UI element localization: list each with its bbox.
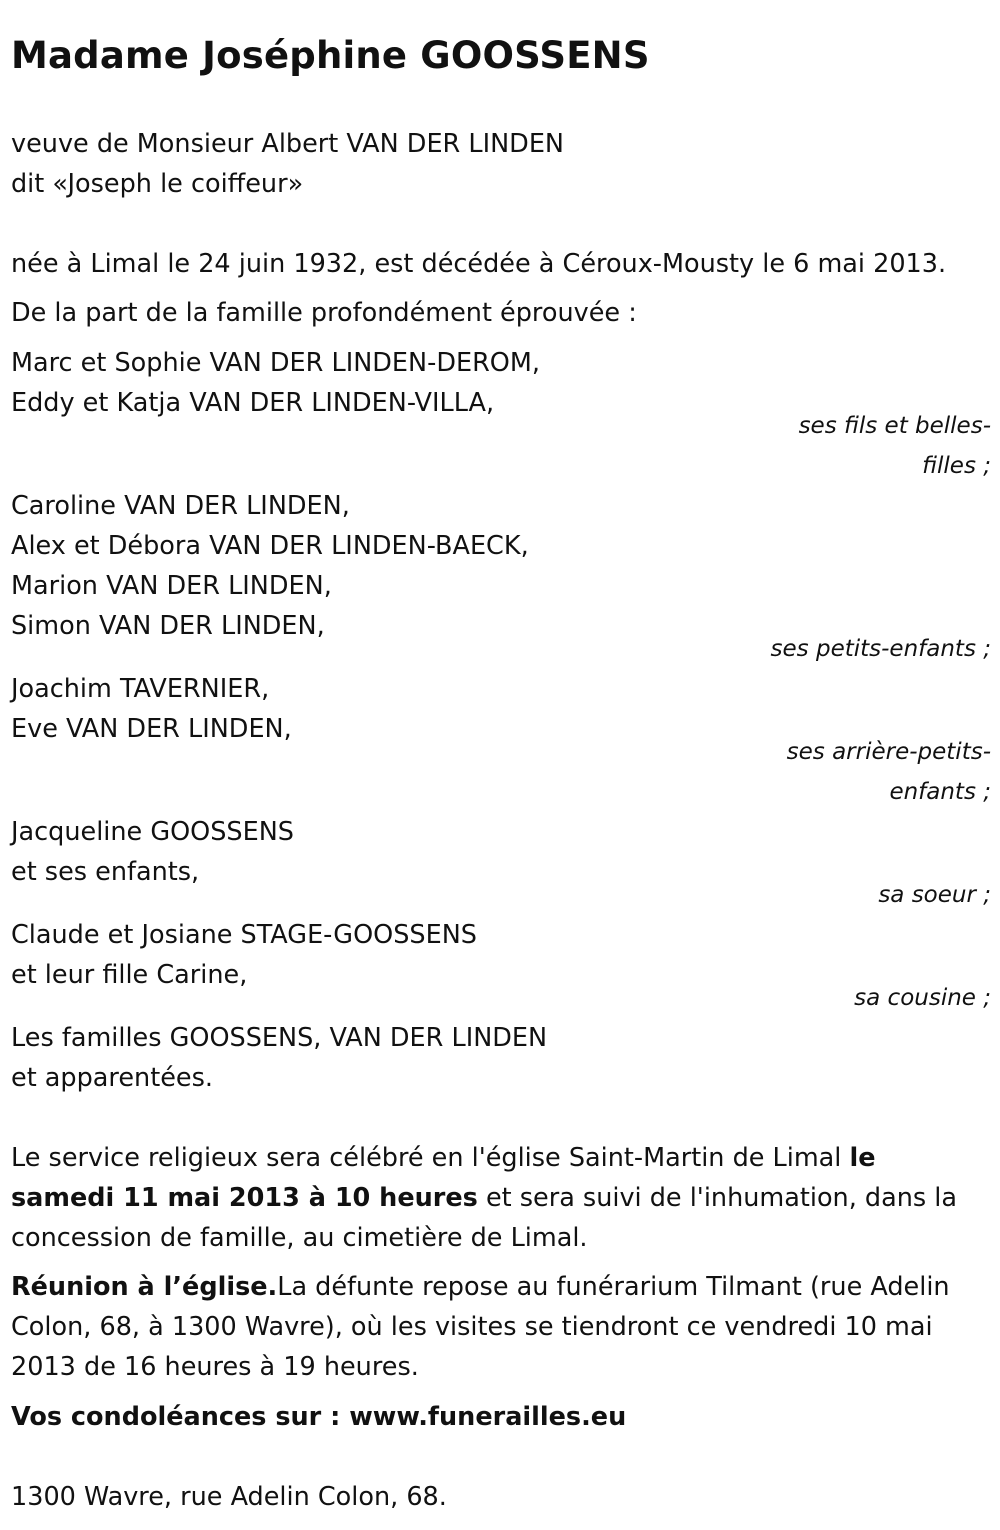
nickname-text: dit «Joseph le coiffeur» [11,169,304,199]
family-member: et apparentées. [11,1063,213,1093]
family-member: Simon VAN DER LINDEN, [11,611,325,641]
service-text: concession de famille, au cimetière de Limal. [11,1223,588,1253]
relation-label: ses petits-enfants ; [770,636,991,662]
relation-label: sa cousine ; [854,985,991,1011]
family-member: Les familles GOOSSENS, VAN DER LINDEN [11,1023,548,1053]
reunion-text: Colon, 68, à 1300 Wavre), où les visites se tiendront ce vendredi 10 mai [11,1312,933,1342]
family-member: Eddy et Katja VAN DER LINDEN-VILLA, [11,388,495,418]
relation-label: filles ; [922,453,991,479]
family-member: Jacqueline GOOSSENS [11,817,294,847]
reunion-text: 2013 de 16 heures à 19 heures. [11,1352,419,1382]
relation-label: sa soeur ; [878,882,991,908]
family-member: Alex et Débora VAN DER LINDEN-BAECK, [11,531,529,561]
family-member: Claude et Josiane STAGE-GOOSSENS [11,920,477,950]
widow-of-text: veuve de Monsieur Albert VAN DER LINDEN [11,129,565,159]
family-member: Joachim TAVERNIER, [11,674,270,704]
family-member: Marc et Sophie VAN DER LINDEN-DEROM, [11,348,540,378]
family-member: et ses enfants, [11,857,200,887]
service-text: samedi 11 mai 2013 à 10 heures et sera suivi de l'inhumation, dans la [11,1183,957,1213]
birth-death-text: née à Limal le 24 juin 1932, est décédée à Céroux-Mousty le 6 mai 2013. [11,249,947,279]
relation-label: ses arrière-petits- [786,739,991,765]
condolences-link: Vos condoléances sur : www.funerailles.eu [11,1402,627,1432]
reunion-text: Réunion à l’église.La défunte repose au funérarium Tilmant (rue Adelin [11,1272,950,1302]
relation-label: enfants ; [889,779,991,805]
relation-label: ses fils et belles- [798,413,991,439]
address-text: 1300 Wavre, rue Adelin Colon, 68. [11,1482,447,1512]
family-member: Eve VAN DER LINDEN, [11,714,292,744]
on-behalf-text: De la part de la famille profondément éprouvée : [11,298,637,328]
service-text: Le service religieux sera célébré en l'église Saint-Martin de Limal le [11,1143,876,1173]
family-member: Caroline VAN DER LINDEN, [11,491,350,521]
family-member: et leur fille Carine, [11,960,248,990]
page-title: Madame Joséphine GOOSSENS [11,34,650,77]
family-member: Marion VAN DER LINDEN, [11,571,332,601]
